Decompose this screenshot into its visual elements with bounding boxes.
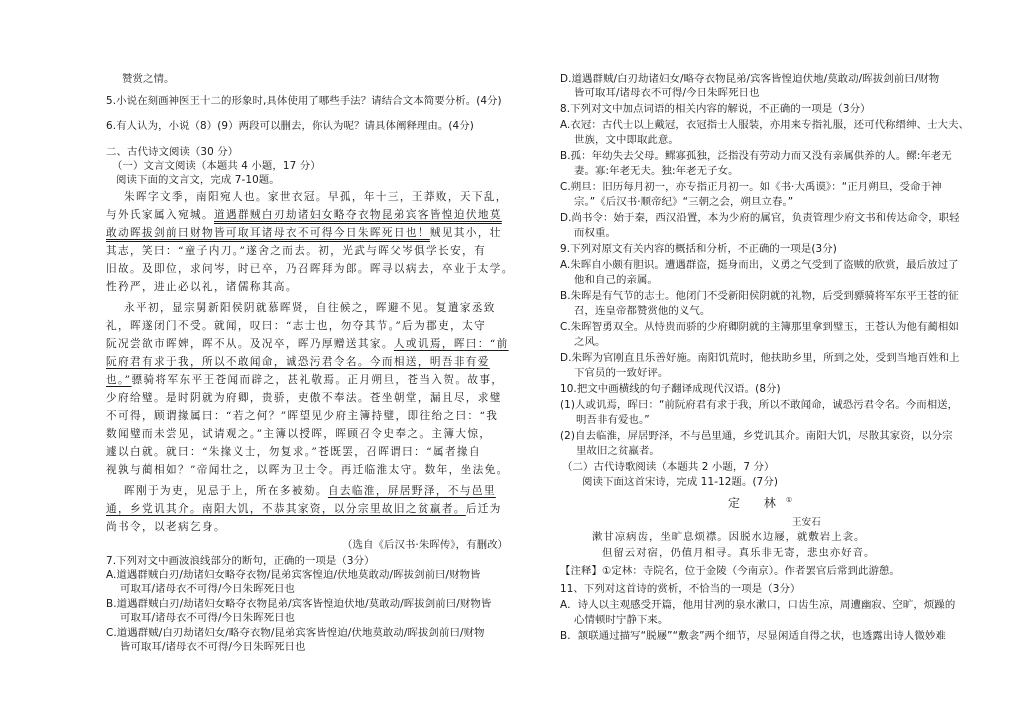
passage-line: 永平初，显宗舅新阳侯阴就慕晖贤，自往候之，晖避不见。复遣家丞致	[124, 302, 496, 314]
option-c: C.朔旦：旧历每月初一，亦专指正月初一。如《书·大禹谟》：“正月朔旦，受命于神	[560, 181, 942, 193]
underlined-text: 人或讥焉，晖曰：“前	[393, 338, 509, 350]
passage-text: 后迁为	[465, 503, 502, 515]
passage-line: 朱晖字文季，南阳宛人也。家世衣冠。早孤，年十三，王莽败，天下乱，	[124, 191, 508, 203]
passage-text: 骠骑将军东平王苍闻而辟之，甚礼敬焉。正月朔旦，苍当入贺。故事，	[131, 374, 504, 386]
passage-text: 晖刚于为吏，见忌于上，所在多被劾。	[124, 485, 328, 497]
question-11: 11、下列对这首诗的赏析，不恰当的一项是（3分）	[560, 583, 801, 595]
option-a-cont: 世族，文中即取此意。	[574, 134, 679, 146]
passage-text: 与外氏家属入宛城。	[106, 209, 214, 221]
underlined-text: 自去临淮，屏居野泽，不与邑里	[327, 485, 496, 497]
reading-instruction: 阅读下面的文言文，完成 7-10题。	[116, 174, 280, 186]
passage-line	[106, 375, 503, 386]
option-c-cont: 皆可取耳/诸母衣不可得/今日朱晖死日也	[120, 641, 306, 653]
option-b: B．颔联通过描写“脱屦”“敷衾”两个细节，尽显闲适自得之状，也透露出诗人微妙难	[560, 630, 946, 642]
passage-line: 尚书令，以老病乞身。	[106, 521, 226, 533]
option-c-cont: 之风。	[574, 336, 606, 348]
option-b: B.朱晖是有气节的志士。他闭门不受新阳侯阴就的礼物，后受到骠骑将军东平王苍的征	[560, 290, 959, 302]
option-c: C.道遇群贼/白刃劫诸妇女/略夺衣物/昆弟宾客皆惶迫/伏地莫敢动/晖拔剑前曰/财物	[106, 627, 485, 639]
passage-line: 性矜严，进止必以礼，诸儒称其高。	[106, 281, 298, 293]
option-b-cont: 召，连皇帝都赞赏他的义气。	[574, 305, 711, 317]
footnote-marker: ①	[785, 496, 793, 504]
section-2-heading: 二、古代诗文阅读（30 分）	[106, 146, 239, 158]
passage-line: 礼，晖遂闭门不受。就闻，叹曰：“志士也，勿夺其节。”后为郡吏，太守	[106, 320, 487, 332]
option-a: A．诗人以主观感受开篇，他用甘冽的泉水漱口，口齿生凉，周遭幽寂、空旷，烦躁的	[560, 599, 956, 611]
passage-line: 不可得，顾谓掾属曰：“若之何？”晖望见少府主簿持璧，即往绐之曰：“我	[106, 410, 499, 422]
poem-note: 【注释】①定林：寺院名，位于金陵（今南京）。作者罢官后常到此游憩。	[560, 565, 900, 577]
poem-instruction: 阅读下面这首宋诗，完成 11-12题。(7分)	[582, 476, 778, 488]
question-9: 9.下列对原文有关内容的概括和分析，不正确的一项是(3分)	[560, 243, 837, 255]
question-5: 5.小说在刻画神医王十二的形象时,具体使用了哪些手法？请结合文本简要分析。(4分)	[106, 95, 502, 107]
question-6: 6.有人认为，小说（8）(9）两段可以删去，你认为呢？请具体阐释理由。(4分)	[106, 120, 474, 132]
option-b-cont: 妻。寡:年老无夫。独:年老无子女。	[574, 165, 739, 177]
poem-author: 王安石	[792, 517, 821, 528]
option-d: D.尚书令：始于秦，西汉沿置，本为少府的属官，负责管理少府文书和传达命令，职轻	[560, 212, 960, 224]
section-2-2-heading: （二）古代诗歌阅读（本题共 2 小题，7 分）	[562, 461, 775, 473]
translation-item-1: (1)人或讥焉，晖曰：“前阮府君有求于我，所以不敢闻命，诚恐污君令名。今而相送，	[560, 399, 959, 411]
passage-line: 少府给璧。是时阴就为府卿，贵骄，吏傲不奉法。苍坐朝堂，漏且尽，求璧	[106, 392, 502, 404]
passage-line	[124, 486, 496, 497]
underlined-text: 也。”	[106, 374, 132, 386]
option-b: B.孤：年幼失去父母。鳏寡孤独，泛指没有劳动力而又没有亲属供养的人。鳏:年老无	[560, 150, 952, 162]
passage-line	[106, 228, 502, 239]
option-c: C.朱晖智勇双全。从恃贵而骄的少府卿阴就的主簿那里拿到璧玉，王苍认为他有蔺相如	[560, 321, 959, 333]
option-d-cont: 下官员的一致好评。	[574, 367, 669, 379]
option-d: D.朱晖为官刚直且乐善好施。南阳饥荒时，他扶助乡里，所到之处，受到当地百姓和上	[560, 352, 960, 364]
option-d: D.道遇群贼/白刃劫诸妇女/略夺衣物昆弟/宾客皆惶迫伏地/莫敢动/晖拔剑前曰/财物	[560, 73, 940, 85]
poem-line: 但留云对宿，仍值月相寻。真乐非无寄，悲虫亦好音。	[602, 547, 876, 559]
option-c-cont: 宗。”《后汉书·顺帝纪》“三朝之会，朔旦立春。”	[574, 196, 794, 208]
underlined-text: 通，乡党讥其介。南阳大饥，不恭其家资，以分宗里故旧之贫羸者。	[106, 503, 466, 515]
option-a-cont: 心情顿时宁静下来。	[574, 614, 669, 626]
passage-line: 旧故。及即位，求问岑，时已卒，乃召晖拜为郎。晖寻以病去，卒业于太学。	[106, 263, 514, 275]
wavy-underlined-text: 道遇群贼白刃劫诸妇女略夺衣物昆弟宾客皆惶迫伏地莫	[213, 209, 502, 221]
translation-item-1-cont: 明吾非有爱也。”	[576, 414, 650, 426]
passage-text: 阮况尝欲市晖婢，晖不从。及况卒，晖乃厚赠送其家。	[106, 338, 394, 350]
translation-item-2: (2)自去临淮，屏居野泽，不与邑里通，乡党讥其介。南阳大饥，尽散其家资，以分宗	[560, 430, 953, 442]
option-b-cont: 可取耳/诸母衣不可得/今日朱晖死日也	[120, 612, 296, 624]
passage-line	[106, 210, 502, 221]
question-10: 10.把文中画横线的句子翻译成现代汉语。(8分)	[560, 383, 781, 395]
option-a-cont: 可取耳/诸母衣不可得/今日朱晖死日也	[120, 583, 296, 595]
wavy-underlined-text: 敢动晖拔剑前曰财物皆可取耳诸母衣不可得今日朱晖死日也！	[106, 227, 430, 239]
option-b: B.道遇群贼白刃/劫诸妇女略夺衣物昆弟/宾客皆惶迫伏地/莫敢动/晖拔剑前曰/财物皆	[106, 598, 492, 610]
poem-title: 定 林①	[728, 496, 793, 510]
passage-line	[106, 504, 502, 515]
question-7: 7.下列对文中画波浪线部分的断句，正确的一项是（3分）	[106, 555, 375, 567]
poem-line: 漱甘凉病齿，坐旷息烦襟。因脱水边屦，就敷岩上衾。	[592, 531, 866, 543]
passage-line: 遽以白就。就曰：“朱掾义士，勿复求。”苍既罢，召晖谓曰：“属者掾自	[106, 446, 481, 458]
option-a-cont: 他和自己的亲属。	[574, 274, 658, 286]
passage-line: 其志，笑曰：“童子内刀。”遂舍之而去。初，光武与晖父岑俱学长安，有	[106, 245, 487, 257]
option-d-cont: 皆可取耳/诸母衣不可得/今日朱晖死日也	[574, 87, 760, 99]
option-d-cont: 而权重。	[574, 227, 616, 239]
option-a: A.朱晖自小颇有胆识。遭遇群盗，挺身而出，义勇之气受到了盗贼的欣赏，最后放过了	[560, 259, 959, 271]
translation-item-2-cont: 里故旧之贫羸者。	[576, 445, 660, 457]
section-2-1-heading: （一）文言文阅读（本题共 4 小题，17 分）	[112, 160, 321, 172]
option-a: A.衣冠：古代士以上戴冠，衣冠指士人服装，亦用来专指礼服，还可代称缙绅、士大夫、	[560, 119, 970, 131]
q4-tail: 赞赏之情。	[122, 73, 175, 85]
passage-line: 数闻璧而未尝见，试请观之。”主簿以授晖，晖顾召令史奉之。主簿大惊，	[106, 428, 492, 440]
passage-text: 贼见其小，壮	[429, 227, 502, 239]
passage-source: （选自《后汉书·朱晖传》，有删改）	[342, 539, 509, 551]
question-8: 8.下列对文中加点词语的相关内容的解说，不正确的一项是（3分）	[560, 103, 871, 115]
underlined-text: 阮府君有求于我，所以不敢闻命，诚恐污君令名。今而相送，明吾非有爱	[106, 356, 490, 368]
passage-line	[106, 339, 509, 350]
option-a: A.道遇群贼白刃/劫诸妇女略夺衣物/昆弟宾客惶迫/伏地莫敢动/晖拔剑前曰/财物皆	[106, 569, 481, 581]
passage-line: 视孰与蔺相如？”帝闻壮之，以晖为卫士令。再迁临淮太守。数年，坐法免。	[106, 464, 509, 476]
